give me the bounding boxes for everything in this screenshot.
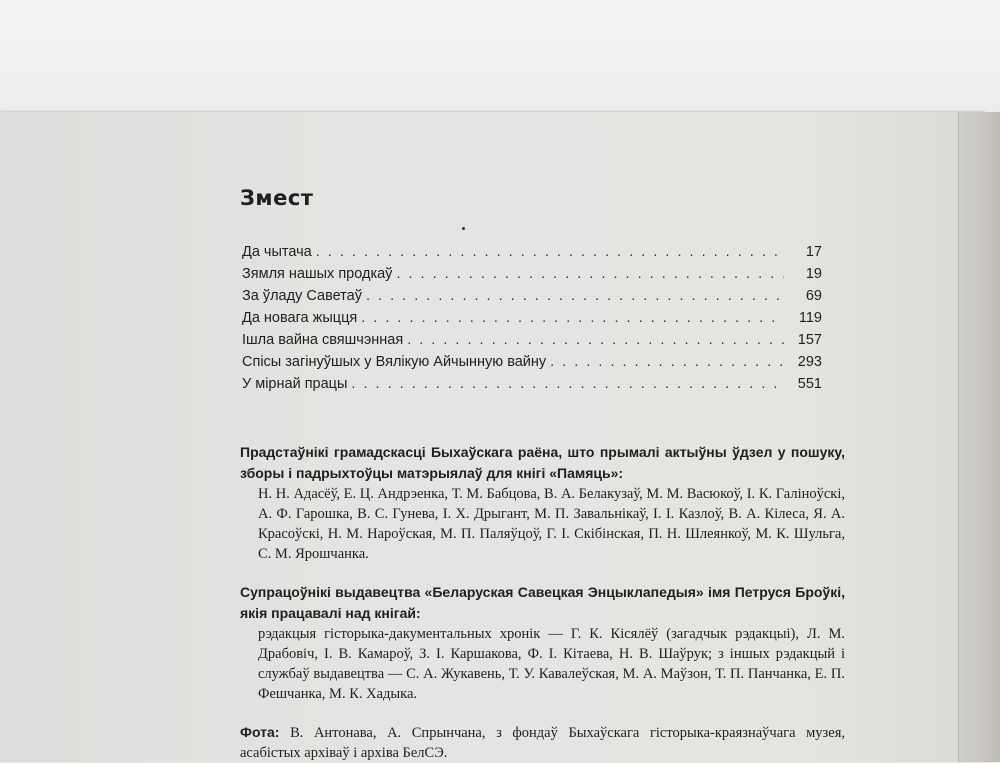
credits-heading-photo: Фота: [240,724,280,740]
toc-item-label: Да новага жыцця [242,310,358,326]
toc-item-page: 69 [805,288,822,304]
credits-section-public [240,442,845,484]
toc-leader-dots [361,310,784,326]
toc-leader-dots [316,244,784,260]
toc-item[interactable] [242,310,822,332]
credits-names-photo: В. Антонава, А. Спрынчана, з фондаў Быхаўскага гісторыка-краязнаўчага музея, асабістых архіваў і архіва БелСЭ. [240,725,845,761]
toc-item-page: 17 [805,244,822,260]
toc-item-label: Зямля нашых продкаў [242,266,393,282]
toc-leader-dots [550,354,784,370]
toc-item[interactable] [242,376,822,398]
toc-item[interactable] [242,288,822,310]
credits-heading-publisher: Супрацоўнікі выдавецтва «Беларуская Савецкая Энцыклапедыя» імя Петруся Броўкі, якія працавалі над кнігай: [240,584,845,621]
toc-item-label: Спісы загінуўшых у Вялікую Айчынную вайну [242,354,547,370]
toc-leader-dots [407,332,784,348]
toc-item-page: 19 [805,266,822,282]
page-content [240,180,860,761]
toc-item-page: 293 [797,354,822,370]
toc-item-label: За ўладу Саветаў [242,288,362,304]
toc-item[interactable] [242,266,822,288]
toc-item-page: 157 [797,332,822,348]
page-title: Змест [240,186,314,210]
toc-item-page: 119 [798,310,822,326]
decorative-dot [462,227,465,230]
credits-names-publisher: рэдакцыя гісторыка-дакументальных хронік — Г. К. Кісялёў (загадчык рэдакцыі), Л. М. Драбовіч, І. В. Камароў, З. І. Каршакова, Ф. І. Кітаева, Н. В. Шаўрук; з іншых рэдакцый і службаў выдавецтва — С. А. Жукавень, Т. У. Кавалеўская, М. А. Маўзон, Т. П. Панчанка, Е. П. Фешчанка, М. К. Хадыка. [258,626,845,702]
toc-item[interactable] [242,244,822,266]
toc-leader-dots [351,376,784,392]
toc-leader-dots [396,266,784,282]
credits-section-publisher [240,582,845,624]
toc-item[interactable] [242,354,822,376]
toc-leader-dots [366,288,784,304]
toc-item-label: Да чытача [242,244,312,260]
background-wall [0,0,1000,115]
toc-item-label: У мірнай працы [242,376,348,392]
credits-heading-public: Прадстаўнікі грамадскасці Быхаўскага раёна, што прымалі актыўны ўдзел у пошуку, зборы і падрыхтоўцы матэрыялаў для кнігі «Памяць»: [240,444,845,481]
table-of-contents [242,244,822,398]
toc-item-page: 551 [797,376,822,392]
credits-section-photo [240,722,845,763]
toc-item-label: Ішла вайна свяшчэнная [242,332,404,348]
toc-item[interactable] [242,332,822,354]
credits-names-public: Н. Н. Адасёў, Е. Ц. Андрэенка, Т. М. Бабцова, В. А. Белакузаў, М. М. Васюкоў, І. К. Галіноўскі, А. Ф. Гарошка, В. С. Гунева, І. Х. Дрыгант, М. П. Завальнікаў, І. І. Казлоў, В. А. Кілеса, Я. А. Красоўскі, Н. М. Нароўская, М. П. Паляўцоў, Г. І. Скібінская, П. Н. Шлеянкоў, М. К. Шульга, С. М. Ярошчанка. [258,486,845,562]
page-edge [958,112,1000,762]
credits-block [240,442,845,763]
